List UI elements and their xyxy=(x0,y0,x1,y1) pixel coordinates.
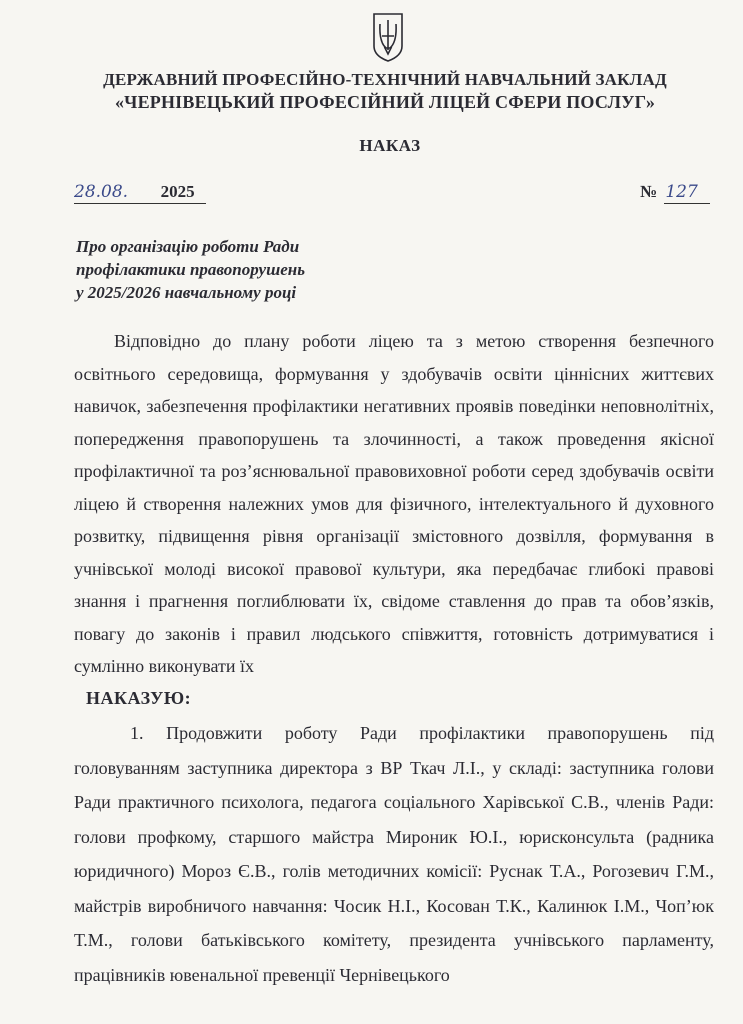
order-heading: НАКАЗУЮ: xyxy=(86,688,192,708)
preamble-paragraph: Відповідно до плану роботи ліцею та з метою створення безпечного освітнього середовища, формування у здобувачів освіти ціннісних життєвих навичок, забезпечення профілактики негативних проявів поведінки неповнолітніх, попередження правопорушень та злочинності, а також проведення якісної профілактичної та роз’яснювальної правовиховної роботи серед здобувачів освіти ліцею й створення належних умов для фізичного, інтелектуального й духовного розвитку, підвищення рівня організації змістовного дозвілля, формування в учнівської молоді високої правової культури, яка передбачає глибокі правові знання і прагнення поглиблювати їх, свідоме ставлення до прав та обов’язків, повагу до законів і правил людського співжиття, готовність дотримуватися і сумлінно виконувати їх xyxy=(74,331,714,676)
date-underline xyxy=(74,203,206,204)
subject-line: профілактики правопорушень xyxy=(76,260,305,279)
order-title: НАКАЗ xyxy=(359,136,421,155)
number-underline xyxy=(664,203,710,204)
handwritten-number: 127 xyxy=(665,182,698,202)
subject-line: Про організацію роботи Ради xyxy=(76,237,300,256)
organization-name-line2: «ЧЕРНІВЕЦЬКИЙ ПРОФЕСІЙНИЙ ЛІЦЕЙ СФЕРИ ПОСЛУГ» xyxy=(114,92,656,112)
handwritten-date: 28.08. xyxy=(74,182,129,202)
trident-coat-of-arms-icon xyxy=(372,12,404,62)
subject-line: у 2025/2026 навчальному році xyxy=(76,283,297,302)
number-sign: № xyxy=(640,182,658,201)
order-year: 2025 xyxy=(160,182,195,201)
order-date xyxy=(74,182,195,202)
order-subject xyxy=(76,235,305,304)
order-item-1: 1. Продовжити роботу Ради профілактики правопорушень під головуванням заступника директора з ВР Ткач Л.І., у складі: заступника голови Ради практичного психолога, педагога соціального Харівської С.В., членів Ради: голови профкому, старшого майстра Мироник Ю.І., юрисконсульта (радника юридичного) Мороз Є.В., голів методичних комісії: Руснак Т.А., Рогозевич Г.М., майстрів виробничого навчання: Чосик Н.І., Косован Т.К., Калинюк І.М., Чоп’юк Т.М., голови батьківського комітету, президента учнівського парламенту, працівників ювенальної превенції Чернівецького xyxy=(74,723,714,985)
order-number xyxy=(640,182,698,202)
organization-name-line1: ДЕРЖАВНИЙ ПРОФЕСІЙНО-ТЕХНІЧНИЙ НАВЧАЛЬНИЙ ЗАКЛАД xyxy=(103,70,667,89)
